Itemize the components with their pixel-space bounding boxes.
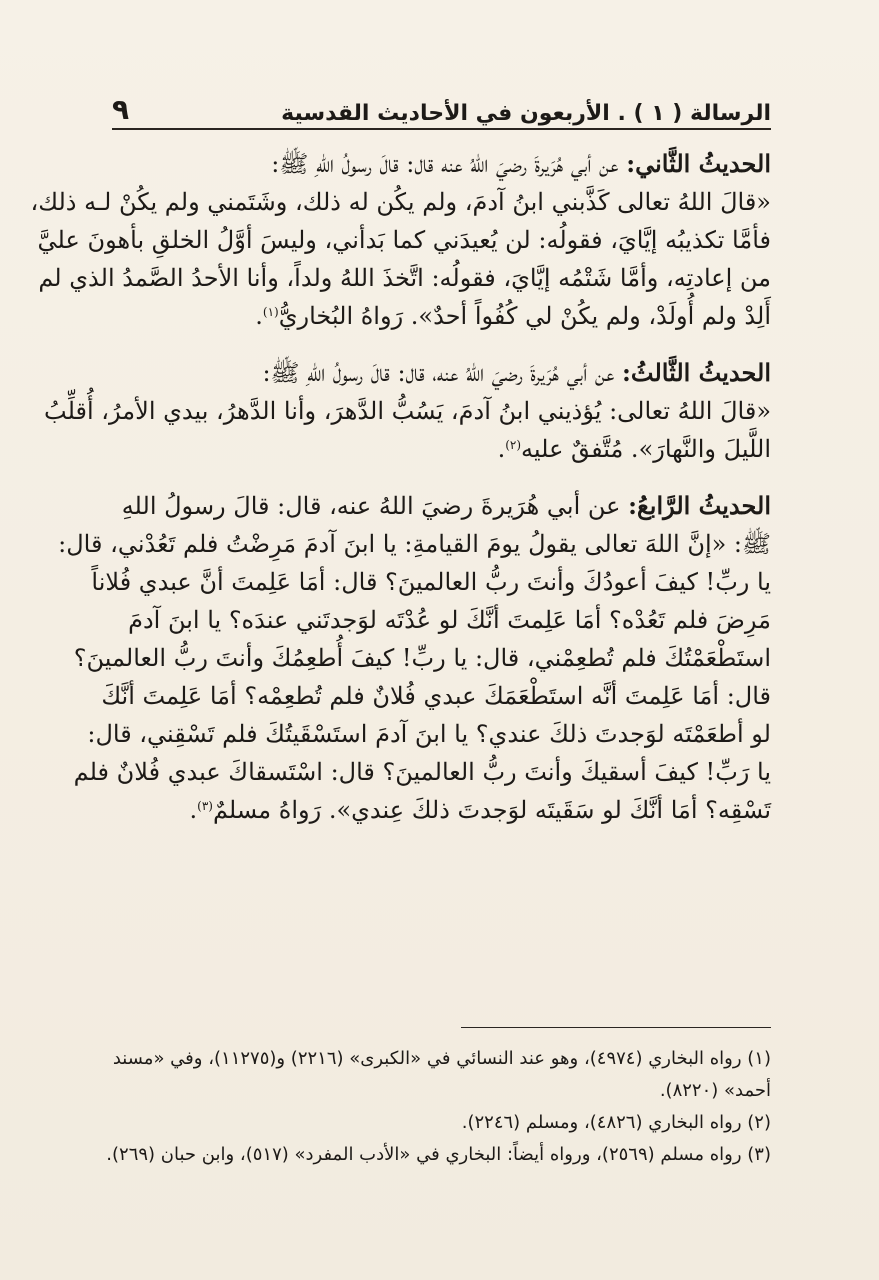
hadith-line: مَرِضَ فلم تَعُدْه؟ أمَا عَلِمتَ أنَّكَ لو عُدْتَه لوَجدتَني عندَه؟ يا ابنَ آدمَ xyxy=(128,606,771,634)
hadith-line: لو أطعَمْتَه لوَجدتَ ذلكَ عندي؟ يا ابنَ آدمَ استَسْقَيتُكَ فلم تَسْقِني، قال: xyxy=(87,720,771,748)
hadith-text: عن أبي هُرَيرةَ رضيَ اللهُ عنه، قال: قالَ رسولُ اللهِ xyxy=(121,492,621,520)
footnote-1-continued: أحمد» (٨٢٢٠). xyxy=(659,1080,771,1101)
hadith-line: ﷺ: «إنَّ اللهَ تعالى يقولُ يومَ القيامةِ: يا ابنَ آدمَ مَرِضْتُ فلم تَعُدْني، قال: xyxy=(58,530,771,558)
footnote-ref: (٣) xyxy=(197,799,213,813)
hadith-title: الحديثُ الثَّالثُ: xyxy=(622,358,771,387)
hadith-line xyxy=(112,487,771,525)
footnote-ref: (٢) xyxy=(505,438,522,452)
hadith-text: أَلِدْ ولم أُولَدْ، ولم يكُنْ لي كُفُواً أحدٌ». رَواهُ البُخاريُّ xyxy=(278,302,771,330)
hadith-text: عن أبي هُرَيرةَ رضيَ اللهُ عنه قال: قالَ رسولُ اللهِ ﷺ: xyxy=(271,150,619,178)
hadith-4 xyxy=(58,487,771,829)
footnote-3: (٣) رواه مسلم (٢٥٦٩)، ورواه أيضاً: البخاري في «الأدب المفرد» (٥١٧)، وابن حبان (٢٦٩). xyxy=(106,1144,771,1165)
footnote-2: (٢) رواه البخاري (٤٨٢٦)، ومسلم (٢٢٤٦). xyxy=(461,1112,771,1133)
hadith-line: استَطْعَمْتُكَ فلم تُطعِمْني، قال: يا ربِّ! كيفَ أُطعِمُكَ وأنتَ ربُّ العالمينَ؟ xyxy=(73,644,771,672)
footnotes xyxy=(106,1043,771,1171)
hadith-line: من إعادتِه، وأمَّا شَتْمُه إيَّايَ، فقولُه: اتَّخذَ اللهُ ولداً، وأنا الأحدُ الصَّمدُ الذي لم xyxy=(38,264,771,292)
footnotes-divider xyxy=(461,1027,771,1028)
hadith-text: اللَّيلَ والنَّهارَ». مُتَّفقٌ عليه xyxy=(521,435,771,463)
header-rule xyxy=(112,128,771,130)
hadith-line: قال: أمَا عَلِمتَ أنَّه استَطْعَمَكَ عبدي فُلانٌ فلم تُطعِمْه؟ أمَا عَلِمتَ أنَّكَ xyxy=(101,682,771,710)
hadith-line: تَسْقِه؟ أمَا أنَّكَ لو سَقَيتَه لوَجدتَ ذلكَ عِندي». رَواهُ مسلمٌ$^{(٣)}$. xyxy=(189,796,771,824)
footnote-1: (١) رواه البخاري (٤٩٧٤)، وهو عند النسائي في «الكبرى» (٢٢١٦) و(١١٢٧٥)، وفي «مسند xyxy=(112,1048,771,1069)
hadith-line: اللَّيلَ والنَّهارَ». مُتَّفقٌ عليه$^{(٢)}$. xyxy=(497,435,771,463)
hadith-line: يا رَبِّ! كيفَ أسقيكَ وأنتَ ربُّ العالمينَ؟ قال: اسْتَسقاكَ عبدي فُلانٌ فلم xyxy=(73,758,771,786)
footnote-ref: (١) xyxy=(262,305,279,319)
main-text xyxy=(30,145,771,848)
hadith-line xyxy=(112,145,771,183)
hadith-text: تَسْقِه؟ أمَا أنَّكَ لو سَقَيتَه لوَجدتَ ذلكَ عِندي». رَواهُ مسلمٌ xyxy=(212,796,771,824)
hadith-title: الحديثُ الثَّاني: xyxy=(626,149,771,178)
hadith-line: أَلِدْ ولم أُولَدْ، ولم يكُنْ لي كُفُواً أحدٌ». رَواهُ البُخاريُّ$^{(١)}$. xyxy=(255,302,771,330)
hadith-line: فأمَّا تكذيبُه إيَّايَ، فقولُه: لن يُعيدَني كما بَدأني، وليسَ أوَّلُ الخلقِ بأهونَ عليَّ xyxy=(37,226,771,254)
hadith-line: «قالَ اللهُ تعالى: يُؤذيني ابنُ آدمَ، يَسُبُّ الدَّهرَ، وأنا الدَّهرُ، بيدي الأمرُ، أُقلِّبُ xyxy=(44,397,771,425)
hadith-line: يا ربِّ! كيفَ أعودُكَ وأنتَ ربُّ العالمينَ؟ قال: أمَا عَلِمتَ أنَّ عبدي فُلاناً xyxy=(91,568,771,596)
hadith-3 xyxy=(44,354,771,468)
hadith-line xyxy=(112,354,771,392)
hadith-title: الحديثُ الرَّابعُ: xyxy=(628,491,771,520)
hadith-line: «قالَ اللهُ تعالى كَذَّبني ابنُ آدمَ، ولم يكُن له ذلك، وشَتَمني ولم يكُنْ لـه ذلك، xyxy=(30,188,771,216)
hadith-text: عن أبي هُرَيرةَ رضيَ اللهُ عنه، قال: قالَ رسولُ اللهِ ﷺ: xyxy=(262,359,615,387)
page-header xyxy=(112,84,771,126)
running-title: الرسالة ( ١ ) . الأربعون في الأحاديث القدسية xyxy=(281,101,771,126)
page-number: ٩ xyxy=(112,93,130,126)
hadith-2 xyxy=(30,145,771,335)
